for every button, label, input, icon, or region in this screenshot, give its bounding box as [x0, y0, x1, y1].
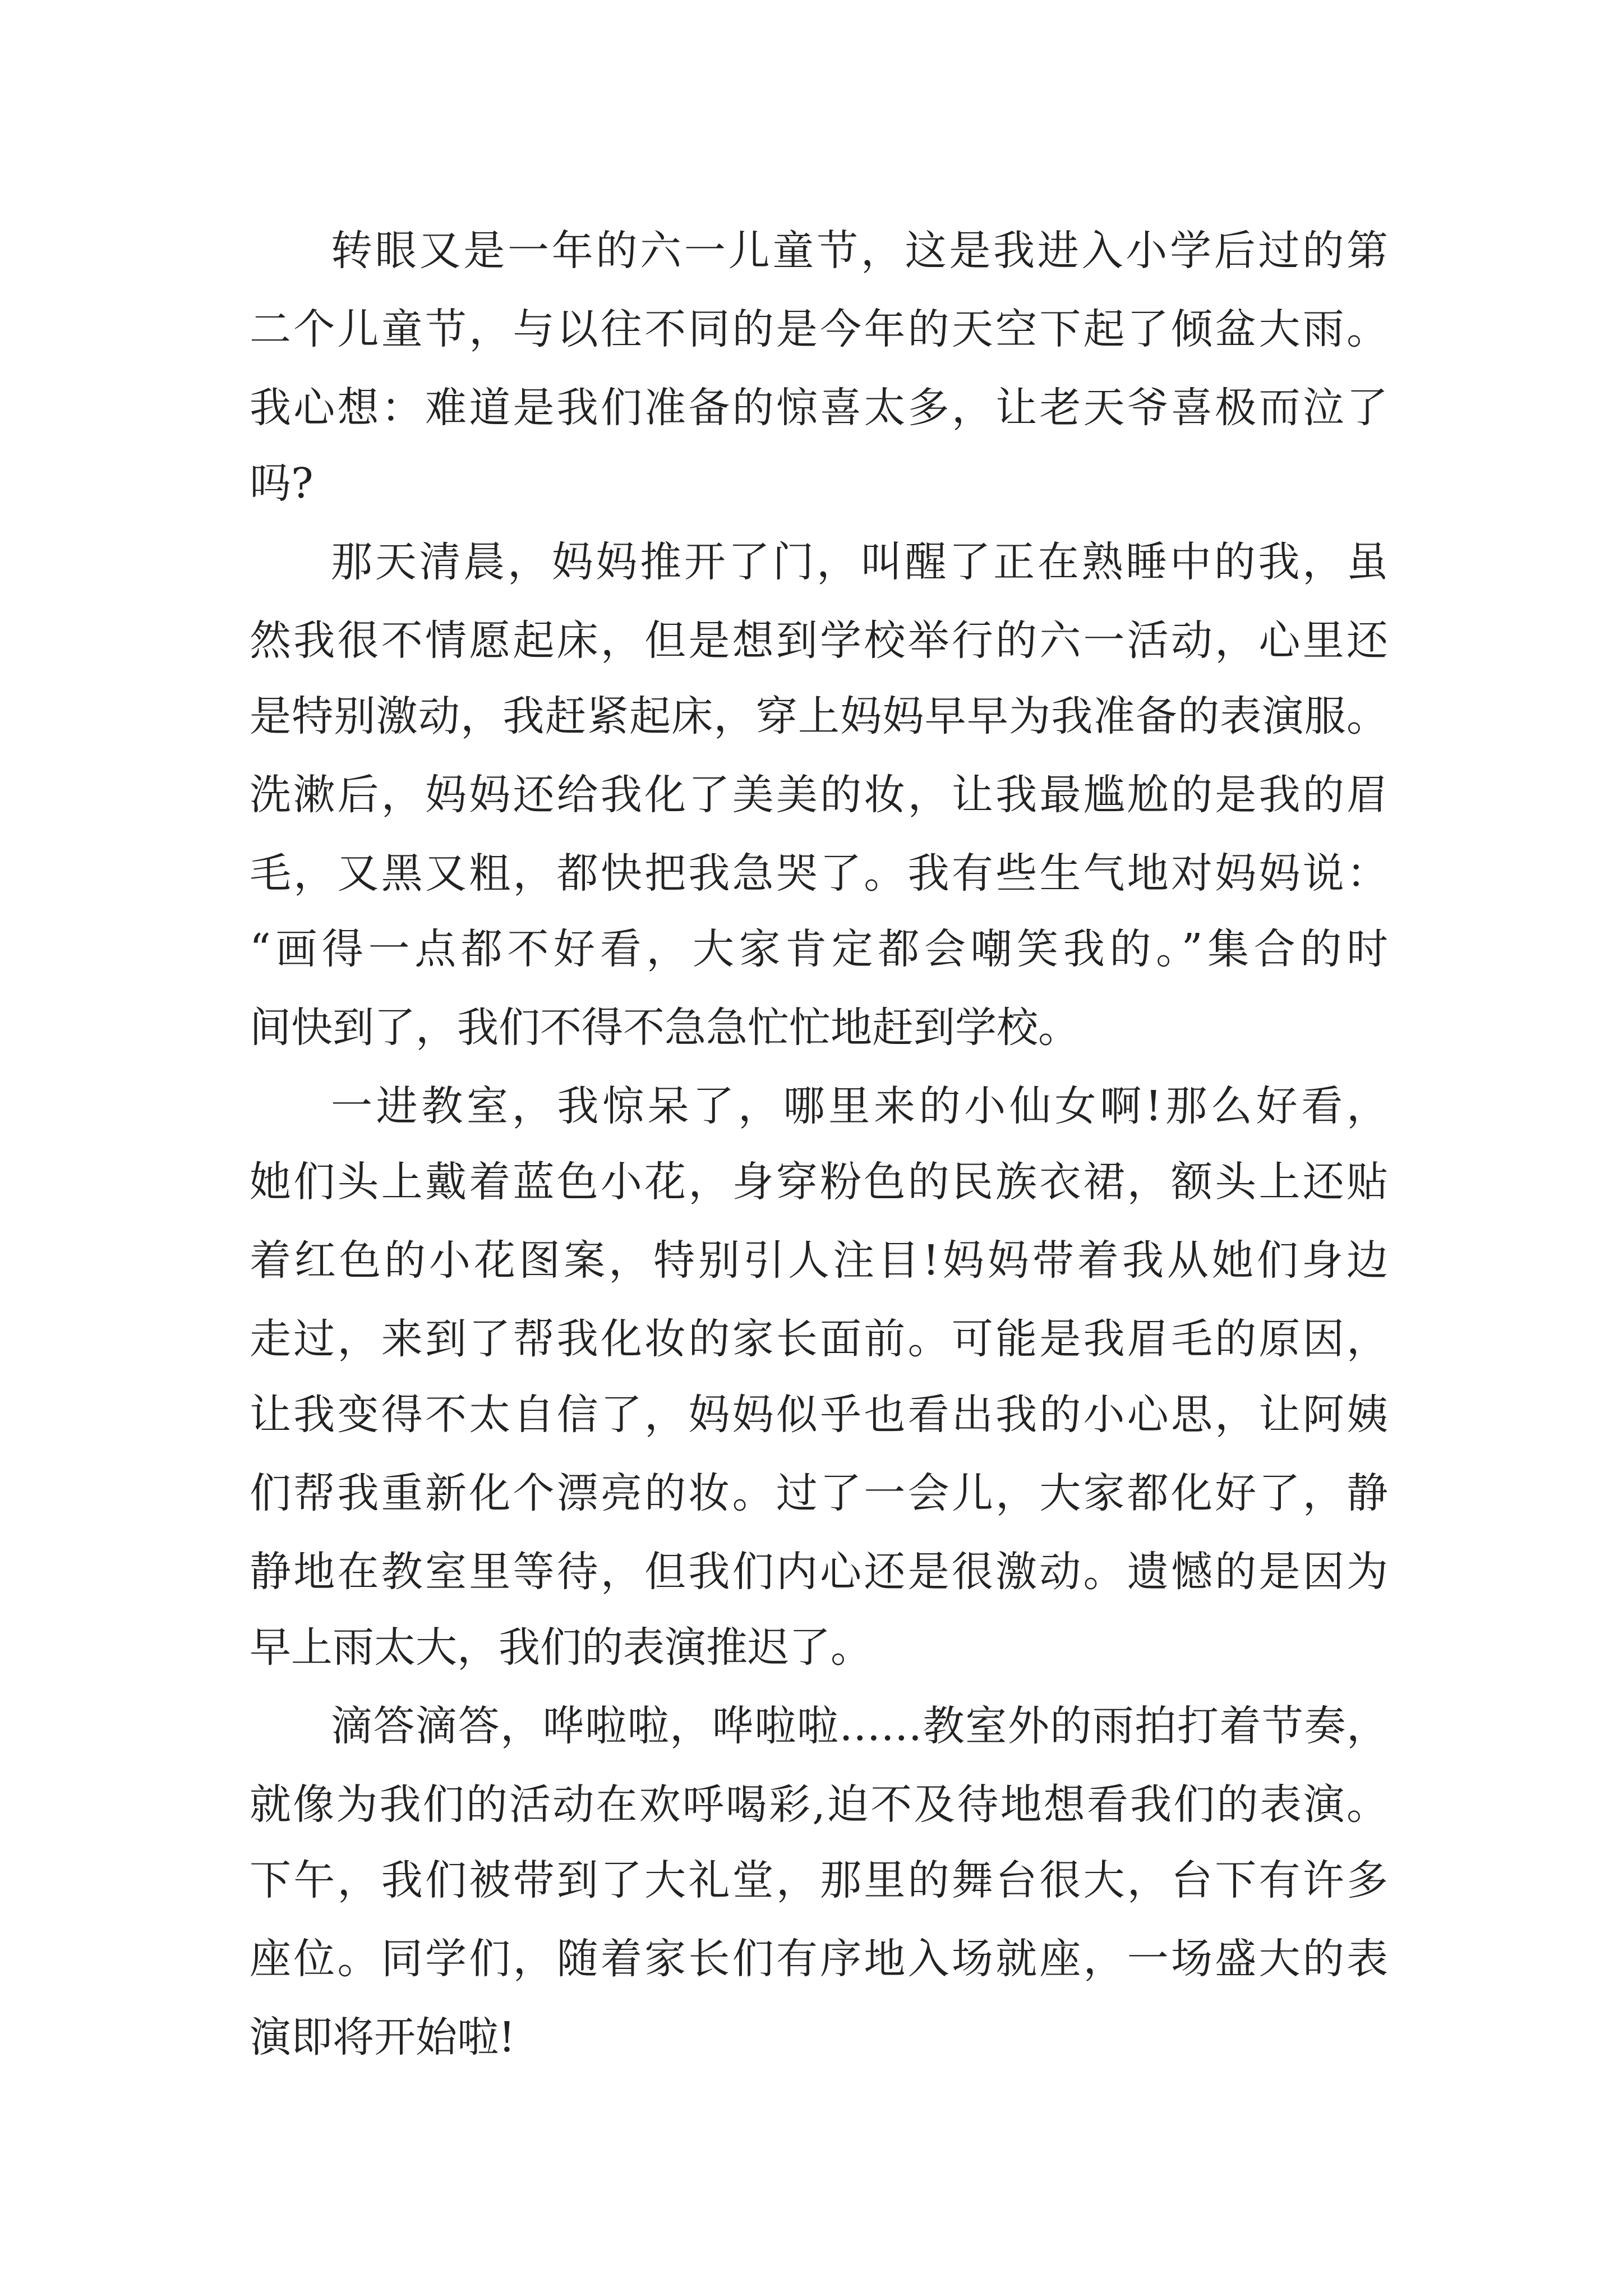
paragraph-3-line-6: 们帮我重新化个漂亮的妆。过了一会儿，大家都化好了，静 [250, 1469, 1388, 1517]
paragraph-1-line-2: 二个儿童节，与以往不同的是今年的天空下起了倾盆大雨。 [250, 305, 1388, 353]
paragraph-2-line-6: “画得一点都不好看，大家肯定都会嘲笑我的。”集合的时 [250, 925, 1388, 973]
paragraph-2-line-7: 间快到了，我们不得不急急忙忙地赶到学校。 [250, 1004, 1080, 1052]
paragraph-3-line-4: 走过，来到了帮我化妆的家长面前。可能是我眉毛的原因， [250, 1315, 1388, 1363]
paragraph-4-line-5: 演即将开始啦! [250, 2013, 515, 2062]
paragraph-4-line-4: 座位。同学们，随着家长们有序地入场就座，一场盛大的表 [250, 1935, 1388, 1983]
paragraph-4-line-1: 滴答滴答，哗啦啦，哗啦啦……教室外的雨拍打着节奏， [331, 1702, 1388, 1750]
paragraph-3-line-7: 静地在教室里等待，但我们内心还是很激动。遗憾的是因为 [250, 1548, 1388, 1596]
paragraph-2-line-5: 毛，又黑又粗，都快把我急哭了。我有些生气地对妈妈说： [250, 849, 1388, 898]
paragraph-3-line-3: 着红色的小花图案，特别引人注目!妈妈带着我从她们身边 [250, 1236, 1388, 1285]
paragraph-4-line-3: 下午，我们被带到了大礼堂，那里的舞台很大，台下有许多 [250, 1856, 1388, 1904]
paragraph-4-line-2: 就像为我们的活动在欢呼喝彩,迫不及待地想看我们的表演。 [250, 1780, 1388, 1829]
paragraph-2-line-4: 洗漱后，妈妈还给我化了美美的妆，让我最尴尬的是我的眉 [250, 771, 1388, 819]
paragraph-3-line-2: 她们头上戴着蓝色小花，身穿粉色的民族衣裙，额头上还贴 [250, 1158, 1388, 1206]
paragraph-1-line-1: 转眼又是一年的六一儿童节，这是我进入小学后过的第 [331, 227, 1388, 275]
paragraph-1-line-3: 我心想：难道是我们准备的惊喜太多，让老天爷喜极而泣了 [250, 384, 1388, 432]
paragraph-3-line-5: 让我变得不太自信了，妈妈似乎也看出我的小心思，让阿姨 [250, 1391, 1388, 1439]
paragraph-3-line-8: 早上雨太大，我们的表演推迟了。 [250, 1623, 872, 1672]
paragraph-2-line-2: 然我很不情愿起床，但是想到学校举行的六一活动，心里还 [250, 616, 1388, 665]
paragraph-2-line-3: 是特别激动，我赶紧起床，穿上妈妈早早为我准备的表演服。 [250, 692, 1388, 740]
paragraph-1-line-4: 吗? [250, 459, 313, 508]
paragraph-3-line-1: 一进教室，我惊呆了，哪里来的小仙女啊!那么好看， [331, 1082, 1388, 1130]
paragraph-2-line-1: 那天清晨，妈妈推开了门，叫醒了正在熟睡中的我，虽 [331, 538, 1388, 586]
